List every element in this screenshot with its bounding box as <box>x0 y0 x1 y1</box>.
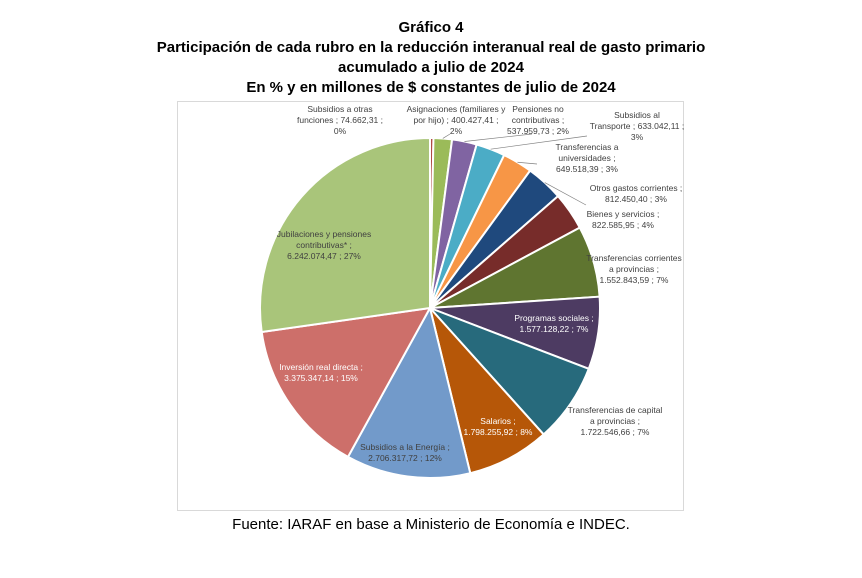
data-label-line: a provincias ; <box>589 416 641 426</box>
data-label-line: 822.585,95 ; 4% <box>592 220 654 230</box>
data-label-line: 812.450,40 ; 3% <box>605 194 667 204</box>
source-note: Fuente: IARAF en base a Ministerio de Economía e INDEC. <box>232 516 630 533</box>
data-label-line: Subsidios al <box>614 110 660 120</box>
data-label-line: 2.706.317,72 ; 12% <box>368 453 442 463</box>
data-label-line: 1.722.546,66 ; 7% <box>580 427 650 437</box>
data-label-line: 6.242.074,47 ; 27% <box>287 251 361 261</box>
data-label-inversion-real-directa <box>279 362 363 383</box>
data-label-line: contributivas* ; <box>296 240 352 250</box>
data-label-transferencias-a-universidades <box>556 142 619 174</box>
figure-number: Gráfico 4 <box>398 19 464 36</box>
data-label-pensiones-no-contributivas <box>507 104 569 136</box>
data-label-line: 1.552.843,59 ; 7% <box>599 275 669 285</box>
data-label-line: 3% <box>630 132 644 142</box>
data-label-line: 537.959,73 ; 2% <box>507 126 569 136</box>
data-label-programas-sociales <box>514 313 593 334</box>
data-label-line: 0% <box>333 126 347 136</box>
data-label-line: Salarios ; <box>480 416 516 426</box>
data-label-line: funciones ; 74.662,31 ; <box>296 115 384 125</box>
data-label-otros-gastos-corrientes <box>590 183 683 204</box>
data-label-line: universidades ; <box>558 153 616 163</box>
data-label-line: Otros gastos corrientes ; <box>589 183 683 193</box>
data-label-asignaciones-familiares-y-por-hijo <box>407 104 506 136</box>
data-label-transferencias-de-capital-a-provincias <box>568 405 663 437</box>
data-label-line: Transporte ; 633.042,11 ; <box>589 121 685 131</box>
chart-subtitle: En % y en millones de $ constantes de julio de 2024 <box>246 79 616 96</box>
data-label-line: Subsidios a otras <box>307 104 373 114</box>
data-label-line: por hijo) ; 400.427,41 ; <box>413 115 499 125</box>
data-label-bienes-y-servicios <box>587 209 660 230</box>
data-label-line: Inversión real directa ; <box>279 362 363 372</box>
data-label-line: Programas sociales ; <box>514 313 594 323</box>
data-label-line: a provincias ; <box>608 264 660 274</box>
data-label-line: Asignaciones (familiares y <box>406 104 506 114</box>
data-label-subsidios-al-transporte <box>590 110 685 142</box>
data-label-line: Transferencias de capital <box>567 405 663 415</box>
data-label-line: 3.375.347,14 ; 15% <box>284 373 358 383</box>
data-label-line: Subsidios a la Energía ; <box>360 442 450 452</box>
data-label-line: Transferencias a <box>555 142 619 152</box>
data-label-line: Bienes y servicios ; <box>586 209 660 219</box>
chart-title: Participación de cada rubro en la reducción interanual real de gasto primario acumulado a julio de 2024 <box>156 39 706 76</box>
data-label-line: Jubilaciones y pensiones <box>276 229 372 239</box>
data-label-line: Transferencias corrientes <box>586 253 682 263</box>
data-label-line: 2% <box>449 126 463 136</box>
data-label-subsidios-a-la-energia <box>360 442 450 463</box>
data-label-line: 649.518,39 ; 3% <box>556 164 618 174</box>
data-label-subsidios-a-otras-funciones <box>297 104 383 136</box>
data-label-line: Pensiones no <box>512 104 564 114</box>
data-label-line: 1.577.128,22 ; 7% <box>519 324 589 334</box>
data-label-line: 1.798.255,92 ; 8% <box>463 427 533 437</box>
data-label-line: contributivas ; <box>511 115 565 125</box>
data-label-transferencias-corrientes-a-provincias <box>586 253 682 285</box>
